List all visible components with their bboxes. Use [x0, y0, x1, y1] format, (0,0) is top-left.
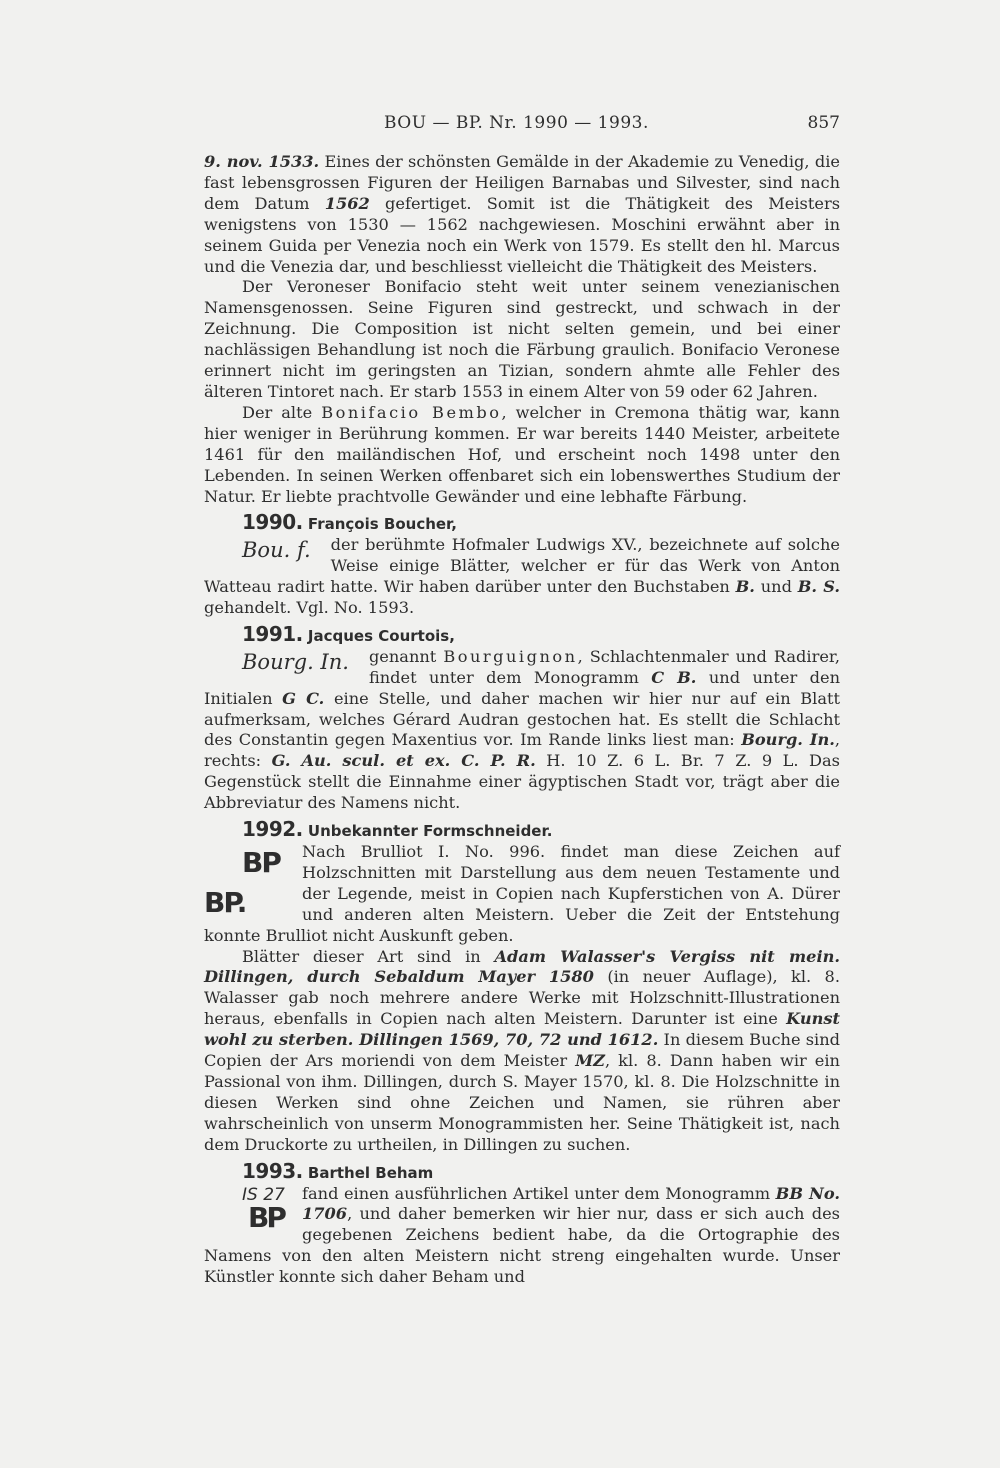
page-number: 857	[807, 113, 840, 133]
paragraph-intro-1: 9. nov. 1533. Eines der schönsten Gemälde in der Akademie zu Venedig, die fast lebensgrossen Figuren der Heiligen Barnabas und Silvester, sind nach dem Datum 1562 gefertiget. Somit ist die Thätigkeit des Meisters wenigstens von 1530 — 1562 nachgewiesen. Moschini erwähnt aber in seinem Guida per Venezia noch ein Werk von 1579. Es stellt den hl. Marcus und die Venezia dar, und beschliesst vielleicht die Thätigkeit des Meisters.	[204, 152, 840, 276]
entry-1992-paragraph-2: Blätter dieser Art sind in Adam Walasser's Vergiss nit mein. Dillingen, durch Sebaldum Mayer 1580 (in neuer Auflage), kl. 8. Walasser gab noch mehrere andere Werke mit Holzschnitt-Illustrationen heraus, ebenfalls in Copien nach alten Meistern. Darunter ist eine Kunst wohl zu sterben. Dillingen 1569, 70, 72 und 1612. In diesem Buche sind Copien der Ars moriendi von dem Meister MZ, kl. 8. Dann haben wir ein Passional von ihm. Dillingen, durch S. Mayer 1570, kl. 8. Die Holzschnitte in diesen Werken sind ohne Zeichen und Namen, sie rühren aber wahrscheinlich von unserm Monogrammisten her. Seine Thätigkeit ist, nach dem Druckorte zu urtheilen, in Dillingen zu suchen.	[204, 946, 841, 1154]
paragraph-intro-2: Der Veroneser Bonifacio steht weit unter seinem venezianischen Namensgenossen. Seine Figuren sind gestreckt, und schwach in der Zeichnung. Die Composition ist nicht selten gemein, und bei einer nachlässigen Behandlung ist noch die Färbung graulich. Bonifacio Veronese erinnert nicht im geringsten an Tizian, sondern ahmte alle Fehler des älteren Tintoret nach. Er starb 1553 in einem Alter von 59 oder 62 Jahren.	[204, 277, 840, 401]
entry-1991: 1991. Jacques Courtois, Bourg. In. genannt Bourguignon, Schlachtenmaler und Radirer, findet unter dem Monogramm C B. und unter den Initialen G C. eine Stelle, und daher machen wir hier nur auf ein Blatt aufmerksam, welches Gérard Audran gestochen hat. Es stellt die Schlacht des Constantin gegen Maxentius vor. Im Rande links liest man: Bourg. In., rechts: G. Au. scul. et ex. C. P. R. H. 10 Z. 6 L. Br. 7 Z. 9 L. Das Gegenstück stellt die Einnahme einer ägyptischen Stadt vor, trägt aber die Abbreviatur des Namens nicht.	[204, 621, 841, 813]
book-title: Kunst wohl zu sterben. Dillingen 1569, 70, 72 und 1612.	[204, 1009, 840, 1050]
monogram-mark: Bourg. In.	[242, 649, 349, 674]
monogram-mark-top: IS 27	[242, 1184, 285, 1205]
entry-number: 1990.	[242, 510, 303, 535]
entry-name: Unbekannter Formschneider.	[307, 822, 553, 841]
monogram-block	[204, 1184, 290, 1234]
monogram-block	[204, 537, 321, 561]
entry-name: Barthel Beham	[307, 1163, 434, 1182]
spaced-name: Bonifacio Bembo	[321, 402, 502, 422]
monogram-mark: BP BP.	[204, 846, 280, 919]
entry-1993: 1993. Barthel Beham IS 27 BP fand einen ausführlichen Artikel unter dem Monogramm BB No. 1706, und daher bemerken wir hier nur, dass er sich auch des gegebenen Zeichens bedient habe, da die Ortographie des Namens von den alten Meistern nicht streng eingehalten wurde. Unser Künstler konnte sich daher Beham und	[204, 1158, 840, 1287]
paragraph-intro-3: Der alte Bonifacio Bembo, welcher in Cremona thätig war, kann hier weniger in Berührung kommen. Er war bereits 1440 Meister, arbeitete 1461 für den mailändischen Hof, und erscheint noch 1498 unter den Lebenden. In seinen Werken offenbaret sich ein lobenswerthes Studium der Natur. Er liebte prachtvolle Gewänder und eine lebhafte Färbung.	[204, 402, 840, 506]
page-body	[204, 152, 840, 1288]
entry-number: 1991.	[242, 621, 303, 646]
book-title: Adam Walasser's Vergiss nit mein. Dillingen, durch Sebaldum Mayer 1580	[204, 946, 840, 987]
entry-name: François Boucher,	[307, 515, 457, 534]
entry-1990: 1990. François Boucher, Bou. f. der berühmte Hofmaler Ludwigs XV., bezeichnete auf solche Weise einige Blätter, welcher er für das Werk von Anton Watteau radirt hatte. Wir haben darüber unter den Buchstaben B. und B. S. gehandelt. Vgl. No. 1593.	[204, 510, 841, 618]
year-reference: 1562	[324, 193, 370, 213]
entry-1992: 1992. Unbekannter Formschneider. BP BP. Nach Brulliot I. No. 996. findet man diese Zeichen auf Holzschnitten mit Darstellung aus dem neuen Testamente und der Legende, meist in Copien nach Kupferstichen von A. Dürer und anderen alten Meistern. Ueber die Zeit der Entstehung konnte Brulliot nicht Auskunft geben.	[204, 817, 840, 945]
entry-number: 1993.	[242, 1158, 303, 1183]
running-head: BOU — BP. Nr. 1990 — 1993.	[384, 113, 649, 133]
monogram-block	[204, 649, 359, 673]
monogram-mark: Bou. f.	[242, 538, 311, 563]
entry-number: 1992.	[242, 817, 303, 842]
monogram-mark-bp: BP	[248, 1200, 284, 1234]
entry-name: Jacques Courtois,	[307, 626, 455, 645]
date-reference: 9. nov. 1533.	[204, 152, 320, 171]
page-header	[204, 113, 840, 143]
monogram-block	[204, 843, 290, 923]
